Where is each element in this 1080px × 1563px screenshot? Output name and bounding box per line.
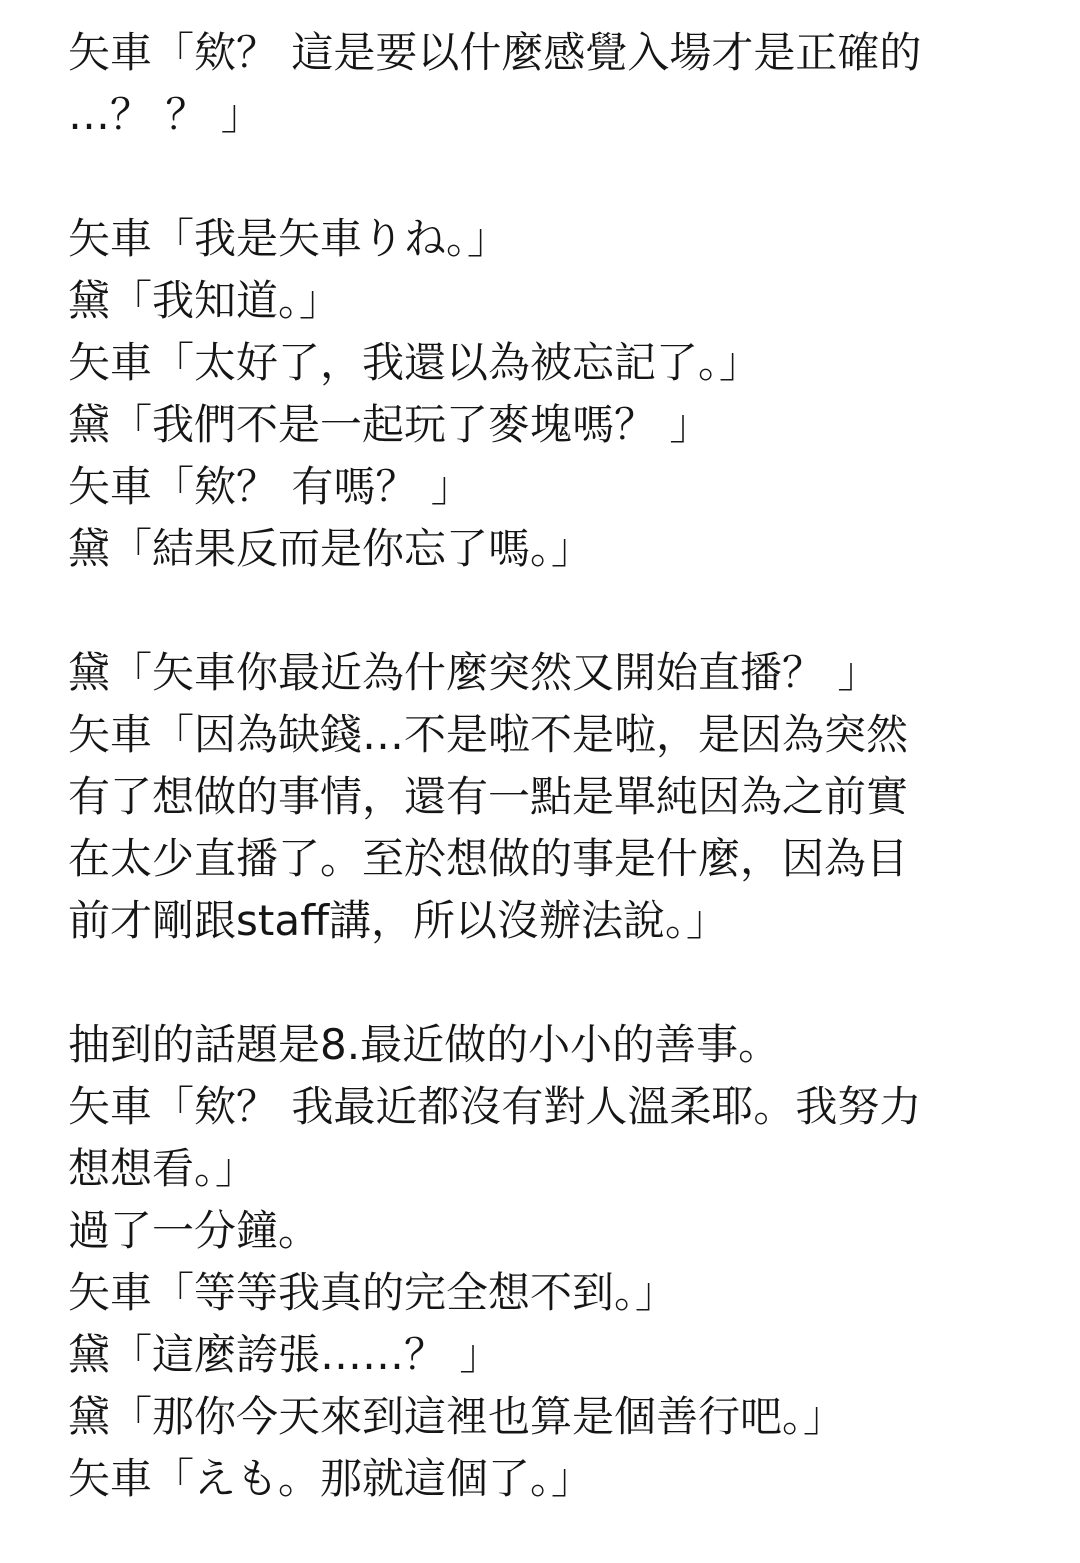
paragraph-gap <box>68 580 1018 642</box>
text-line: 矢車「欸？ 這是要以什麼感覺入場才是正確的 <box>68 28 922 77</box>
paragraph-greeting <box>68 208 1018 580</box>
text-line: 黛「我們不是一起玩了麥塊嗎？ 」 <box>68 400 712 449</box>
text-line: 抽到的話題是8.最近做的小小的善事。 <box>68 1020 781 1069</box>
text-line: 矢車「欸？ 有嗎？ 」 <box>68 462 473 511</box>
paragraph-intro <box>68 22 1018 146</box>
text-line: 矢車「等等我真的完全想不到。」 <box>68 1268 678 1317</box>
text-line: 黛「那你今天來到這裡也算是個善行吧。」 <box>68 1392 846 1441</box>
text-line: 矢車「我是矢車りね。」 <box>68 214 510 263</box>
paragraph-gap <box>68 952 1018 1014</box>
document-body <box>68 22 1018 1510</box>
text-line: 過了一分鐘。 <box>68 1206 321 1255</box>
text-line: 黛「結果反而是你忘了嗎。」 <box>68 524 594 573</box>
text-line: 矢車「因為缺錢…不是啦不是啦，是因為突然 <box>68 710 909 759</box>
text-line: 矢車「欸？ 我最近都沒有對人溫柔耶。我努力 <box>68 1082 922 1131</box>
text-line: 矢車「えも。那就這個了。」 <box>68 1454 594 1503</box>
paragraph-gap <box>68 146 1018 208</box>
paragraph-topic <box>68 1014 1018 1510</box>
paragraph-streaming <box>68 642 1018 952</box>
text-line: 黛「矢車你最近為什麼突然又開始直播？ 」 <box>68 648 880 697</box>
text-line: 矢車「太好了，我還以為被忘記了。」 <box>68 338 762 387</box>
text-line: 有了想做的事情，還有一點是單純因為之前實 <box>68 772 909 821</box>
text-line: 在太少直播了。至於想做的事是什麼，因為目 <box>68 834 909 883</box>
text-line: 想想看。」 <box>68 1144 258 1193</box>
text-line: 黛「我知道。」 <box>68 276 342 325</box>
text-line: 黛「這麼誇張……？ 」 <box>68 1330 502 1379</box>
text-line: …？ ？ 」 <box>68 90 263 139</box>
text-line: 前才剛跟staff講，所以沒辦法說。」 <box>68 896 729 945</box>
